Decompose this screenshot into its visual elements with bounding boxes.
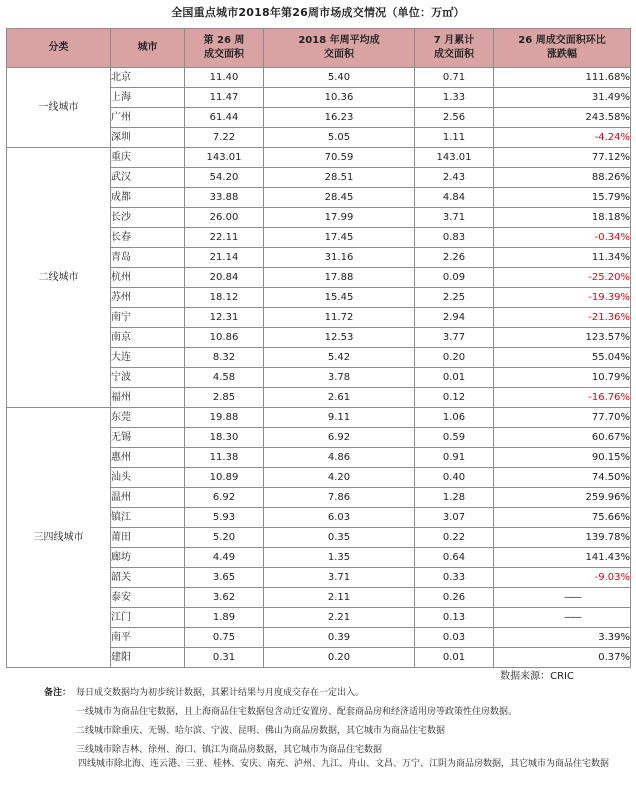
note-line-5: 四线城市除北海、连云港、三亚、桂林、安庆、南充、泸州、九江、舟山、文昌、万宁、江阴为商品房数据，其它城市为商品住宅数据 [78,759,610,769]
city-cell: 无锡 [111,428,185,448]
city-cell: 苏州 [111,288,185,308]
week26-cell: 143.01 [185,148,264,168]
city-cell: 福州 [111,388,185,408]
change-cell: 141.43% [494,548,631,568]
change-cell: 15.79% [494,188,631,208]
tier-label: 三四线城市 [7,408,111,668]
july-cell: 0.59 [415,428,494,448]
change-cell: 75.66% [494,508,631,528]
july-cell: 2.56 [415,108,494,128]
july-cell: 2.43 [415,168,494,188]
change-cell: -25.20% [494,268,631,288]
change-cell: 88.26% [494,168,631,188]
avg2018-cell: 1.35 [264,548,415,568]
city-cell: 广州 [111,108,185,128]
july-cell: 1.33 [415,88,494,108]
july-cell: 0.64 [415,548,494,568]
change-cell: 3.39% [494,628,631,648]
market-table [6,28,631,668]
avg2018-cell: 4.20 [264,468,415,488]
header-category: 分类 [7,29,111,68]
header-change: 26 周成交面积环比涨跌幅 [494,29,631,68]
change-cell: -0.34% [494,228,631,248]
avg2018-cell: 11.72 [264,308,415,328]
week26-cell: 1.89 [185,608,264,628]
july-cell: 1.11 [415,128,494,148]
city-cell: 温州 [111,488,185,508]
change-cell: 111.68% [494,68,631,88]
note-line-3: 二线城市除重庆、无锡、哈尔滨、宁波、昆明、佛山为商品房数据，其它城市为商品住宅数据 [76,726,446,736]
change-cell: 11.34% [494,248,631,268]
change-cell: 77.12% [494,148,631,168]
week26-cell: 12.31 [185,308,264,328]
july-cell: 3.77 [415,328,494,348]
city-cell: 廊坊 [111,548,185,568]
change-cell: 10.79% [494,368,631,388]
note-line-1: 每日成交数据均为初步统计数据，其累计结果与月度成交存在一定出入。 [76,688,365,698]
week26-cell: 8.32 [185,348,264,368]
table-title: 全国重点城市2018年第26周市场成交情况（单位：万㎡） [171,6,465,19]
week26-cell: 11.47 [185,88,264,108]
change-cell: -9.03% [494,568,631,588]
july-cell: 0.01 [415,368,494,388]
avg2018-cell: 5.40 [264,68,415,88]
avg2018-cell: 10.36 [264,88,415,108]
city-cell: 南宁 [111,308,185,328]
week26-cell: 22.11 [185,228,264,248]
change-cell: 90.15% [494,448,631,468]
city-cell: 重庆 [111,148,185,168]
city-cell: 成都 [111,188,185,208]
week26-cell: 19.88 [185,408,264,428]
week26-cell: 0.31 [185,648,264,668]
change-cell: 31.49% [494,88,631,108]
week26-cell: 2.85 [185,388,264,408]
avg2018-cell: 17.99 [264,208,415,228]
notes-block [44,686,630,771]
note-line-4: 三线城市除吉林、徐州、海口、镇江为商品房数据，其它城市为商品住宅数据 [76,745,383,755]
avg2018-cell: 3.78 [264,368,415,388]
week26-cell: 11.38 [185,448,264,468]
week26-cell: 61.44 [185,108,264,128]
july-cell: 3.71 [415,208,494,228]
july-cell: 4.84 [415,188,494,208]
avg2018-cell: 0.39 [264,628,415,648]
avg2018-cell: 7.86 [264,488,415,508]
change-cell: 123.57% [494,328,631,348]
week26-cell: 20.84 [185,268,264,288]
week26-cell: 5.93 [185,508,264,528]
july-cell: 143.01 [415,148,494,168]
no-data-dash: —— [564,612,580,623]
week26-cell: 4.58 [185,368,264,388]
header-july: 7 月累计成交面积 [415,29,494,68]
change-cell: -16.76% [494,388,631,408]
avg2018-cell: 5.42 [264,348,415,368]
july-cell: 2.26 [415,248,494,268]
july-cell: 2.94 [415,308,494,328]
avg2018-cell: 70.59 [264,148,415,168]
july-cell: 0.20 [415,348,494,368]
avg2018-cell: 15.45 [264,288,415,308]
avg2018-cell: 9.11 [264,408,415,428]
table-row [7,408,631,428]
july-cell: 1.06 [415,408,494,428]
week26-cell: 21.14 [185,248,264,268]
avg2018-cell: 5.05 [264,128,415,148]
july-cell: 0.12 [415,388,494,408]
july-cell: 0.01 [415,648,494,668]
change-cell [494,608,631,628]
july-cell: 0.40 [415,468,494,488]
city-cell: 韶关 [111,568,185,588]
data-source: 数据来源：CRIC [500,671,574,682]
july-cell: 0.13 [415,608,494,628]
avg2018-cell: 3.71 [264,568,415,588]
avg2018-cell: 0.35 [264,528,415,548]
city-cell: 上海 [111,88,185,108]
july-cell: 0.71 [415,68,494,88]
city-cell: 深圳 [111,128,185,148]
avg2018-cell: 2.61 [264,388,415,408]
avg2018-cell: 16.23 [264,108,415,128]
avg2018-cell: 6.03 [264,508,415,528]
header-city: 城市 [111,29,185,68]
city-cell: 杭州 [111,268,185,288]
week26-cell: 54.20 [185,168,264,188]
week26-cell: 11.40 [185,68,264,88]
note-line-2: 一线城市为商品住宅数据，且上海商品住宅数据包含动迁安置房、配套商品房和经济适用房等政策性住房数据。 [76,707,518,717]
city-cell: 东莞 [111,408,185,428]
change-cell: -4.24% [494,128,631,148]
table-row [7,68,631,88]
july-cell: 3.07 [415,508,494,528]
avg2018-cell: 17.45 [264,228,415,248]
header-avg2018: 2018 年周平均成交面积 [264,29,415,68]
week26-cell: 5.20 [185,528,264,548]
july-cell: 1.28 [415,488,494,508]
change-cell: 0.37% [494,648,631,668]
change-cell: 77.70% [494,408,631,428]
july-cell: 2.25 [415,288,494,308]
change-cell: 60.67% [494,428,631,448]
week26-cell: 18.30 [185,428,264,448]
week26-cell: 0.75 [185,628,264,648]
avg2018-cell: 2.11 [264,588,415,608]
avg2018-cell: 6.92 [264,428,415,448]
week26-cell: 10.86 [185,328,264,348]
week26-cell: 6.92 [185,488,264,508]
july-cell: 0.91 [415,448,494,468]
avg2018-cell: 12.53 [264,328,415,348]
change-cell: -21.36% [494,308,631,328]
city-cell: 武汉 [111,168,185,188]
city-cell: 大连 [111,348,185,368]
avg2018-cell: 4.86 [264,448,415,468]
change-cell: 55.04% [494,348,631,368]
city-cell: 南京 [111,328,185,348]
change-cell: 74.50% [494,468,631,488]
july-cell: 0.33 [415,568,494,588]
avg2018-cell: 28.51 [264,168,415,188]
week26-cell: 33.88 [185,188,264,208]
city-cell: 惠州 [111,448,185,468]
change-cell: 139.78% [494,528,631,548]
header-row [7,29,631,68]
city-cell: 泰安 [111,588,185,608]
city-cell: 北京 [111,68,185,88]
city-cell: 长春 [111,228,185,248]
week26-cell: 7.22 [185,128,264,148]
change-cell: 243.58% [494,108,631,128]
header-week26: 第 26 周成交面积 [185,29,264,68]
table-body [7,68,631,668]
avg2018-cell: 2.21 [264,608,415,628]
table-row [7,148,631,168]
change-cell: 259.96% [494,488,631,508]
notes-label: 备注： [44,688,72,698]
avg2018-cell: 28.45 [264,188,415,208]
week26-cell: 10.89 [185,468,264,488]
city-cell: 宁波 [111,368,185,388]
change-cell: 18.18% [494,208,631,228]
city-cell: 镇江 [111,508,185,528]
avg2018-cell: 31.16 [264,248,415,268]
week26-cell: 3.65 [185,568,264,588]
city-cell: 南平 [111,628,185,648]
tier-label: 二线城市 [7,148,111,408]
week26-cell: 26.00 [185,208,264,228]
city-cell: 建阳 [111,648,185,668]
avg2018-cell: 0.20 [264,648,415,668]
city-cell: 莆田 [111,528,185,548]
city-cell: 汕头 [111,468,185,488]
week26-cell: 18.12 [185,288,264,308]
july-cell: 0.03 [415,628,494,648]
avg2018-cell: 17.88 [264,268,415,288]
week26-cell: 4.49 [185,548,264,568]
change-cell [494,588,631,608]
july-cell: 0.09 [415,268,494,288]
july-cell: 0.83 [415,228,494,248]
change-cell: -19.39% [494,288,631,308]
july-cell: 0.22 [415,528,494,548]
city-cell: 青岛 [111,248,185,268]
july-cell: 0.26 [415,588,494,608]
no-data-dash: —— [564,592,580,603]
city-cell: 江门 [111,608,185,628]
week26-cell: 3.62 [185,588,264,608]
city-cell: 长沙 [111,208,185,228]
tier-label: 一线城市 [7,68,111,148]
